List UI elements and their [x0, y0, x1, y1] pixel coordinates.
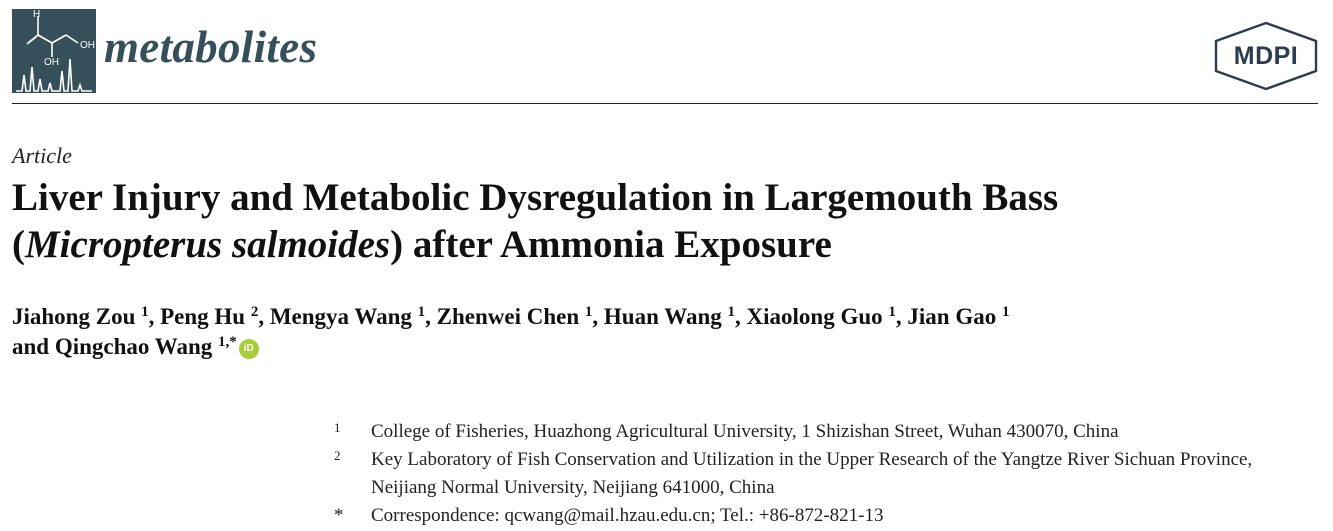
affiliation-text: Key Laboratory of Fish Conservation and Utilization in the Upper Research of the Yangtze River Sichuan Province, Neijiang Normal University, Neijiang 641000, China [371, 449, 1253, 498]
author-name[interactable]: Peng Hu [160, 304, 246, 329]
author-separator: , [258, 304, 270, 329]
affiliations [334, 418, 1314, 530]
author-affiliation-mark: 1 [417, 304, 426, 320]
author-name[interactable]: Jian Gao [907, 304, 997, 329]
author-affiliation-mark: 1 [584, 304, 593, 320]
author-separator: , [425, 304, 437, 329]
molecule-icon [12, 9, 96, 93]
affiliation-item [334, 418, 1314, 446]
affiliation-mark: 1 [334, 420, 341, 435]
author-name[interactable]: Xiaolong Guo [746, 304, 883, 329]
author-name[interactable]: Jiahong Zou [12, 304, 136, 329]
author-separator: , [148, 304, 161, 329]
orcid-icon[interactable]: iD [239, 339, 259, 359]
author-affiliation-mark: 1 [727, 304, 736, 320]
author-separator: , [735, 304, 747, 329]
article-type: Article [12, 143, 72, 168]
author-affiliation-mark: 1 [888, 304, 896, 320]
affiliation-text: College of Fisheries, Huazhong Agricultural University, 1 Shizishan Street, Wuhan 430070, China [371, 421, 1119, 442]
journal-logo [12, 9, 96, 93]
author-separator: , [592, 304, 604, 329]
journal-name[interactable]: metabolites [104, 22, 318, 72]
author-affiliation-mark: 2 [250, 304, 259, 320]
logo-oh-left: OH [44, 57, 59, 68]
mdpi-logo[interactable] [1212, 20, 1320, 92]
author-affiliation-mark: 1 [141, 304, 149, 320]
title-open-paren: ( [12, 223, 25, 266]
logo-oh-right: OH [80, 40, 95, 51]
correspondence-item [334, 502, 1314, 530]
affiliation-mark: 2 [334, 448, 341, 463]
header-divider [12, 103, 1318, 104]
publisher-name: MDPI [1233, 42, 1299, 70]
title-part2: ) after Ammonia Exposure [390, 223, 832, 266]
author-name[interactable]: Zhenwei Chen [436, 304, 580, 329]
title-species: Micropterus salmoides [25, 223, 391, 266]
article-title [12, 174, 1312, 268]
correspondence-text[interactable]: Correspondence: qcwang@mail.hzau.edu.cn; Tel.: +86-872-821-13 [371, 505, 884, 526]
correspondence-mark: * [334, 505, 344, 526]
svg-text:H: H [33, 9, 41, 20]
title-part1: Liver Injury and Metabolic Dysregulation in Largemouth Bass [12, 176, 1059, 219]
author-name[interactable]: and Qingchao Wang [12, 334, 213, 359]
author-separator: , [895, 304, 908, 329]
author-affiliation-mark: 1 [1001, 304, 1010, 320]
author-name[interactable]: Huan Wang [603, 304, 722, 329]
affiliation-item [334, 446, 1314, 502]
author-name[interactable]: Mengya Wang [269, 304, 412, 329]
author-list [12, 302, 1312, 362]
author-affiliation-mark: 1,* [218, 334, 237, 350]
